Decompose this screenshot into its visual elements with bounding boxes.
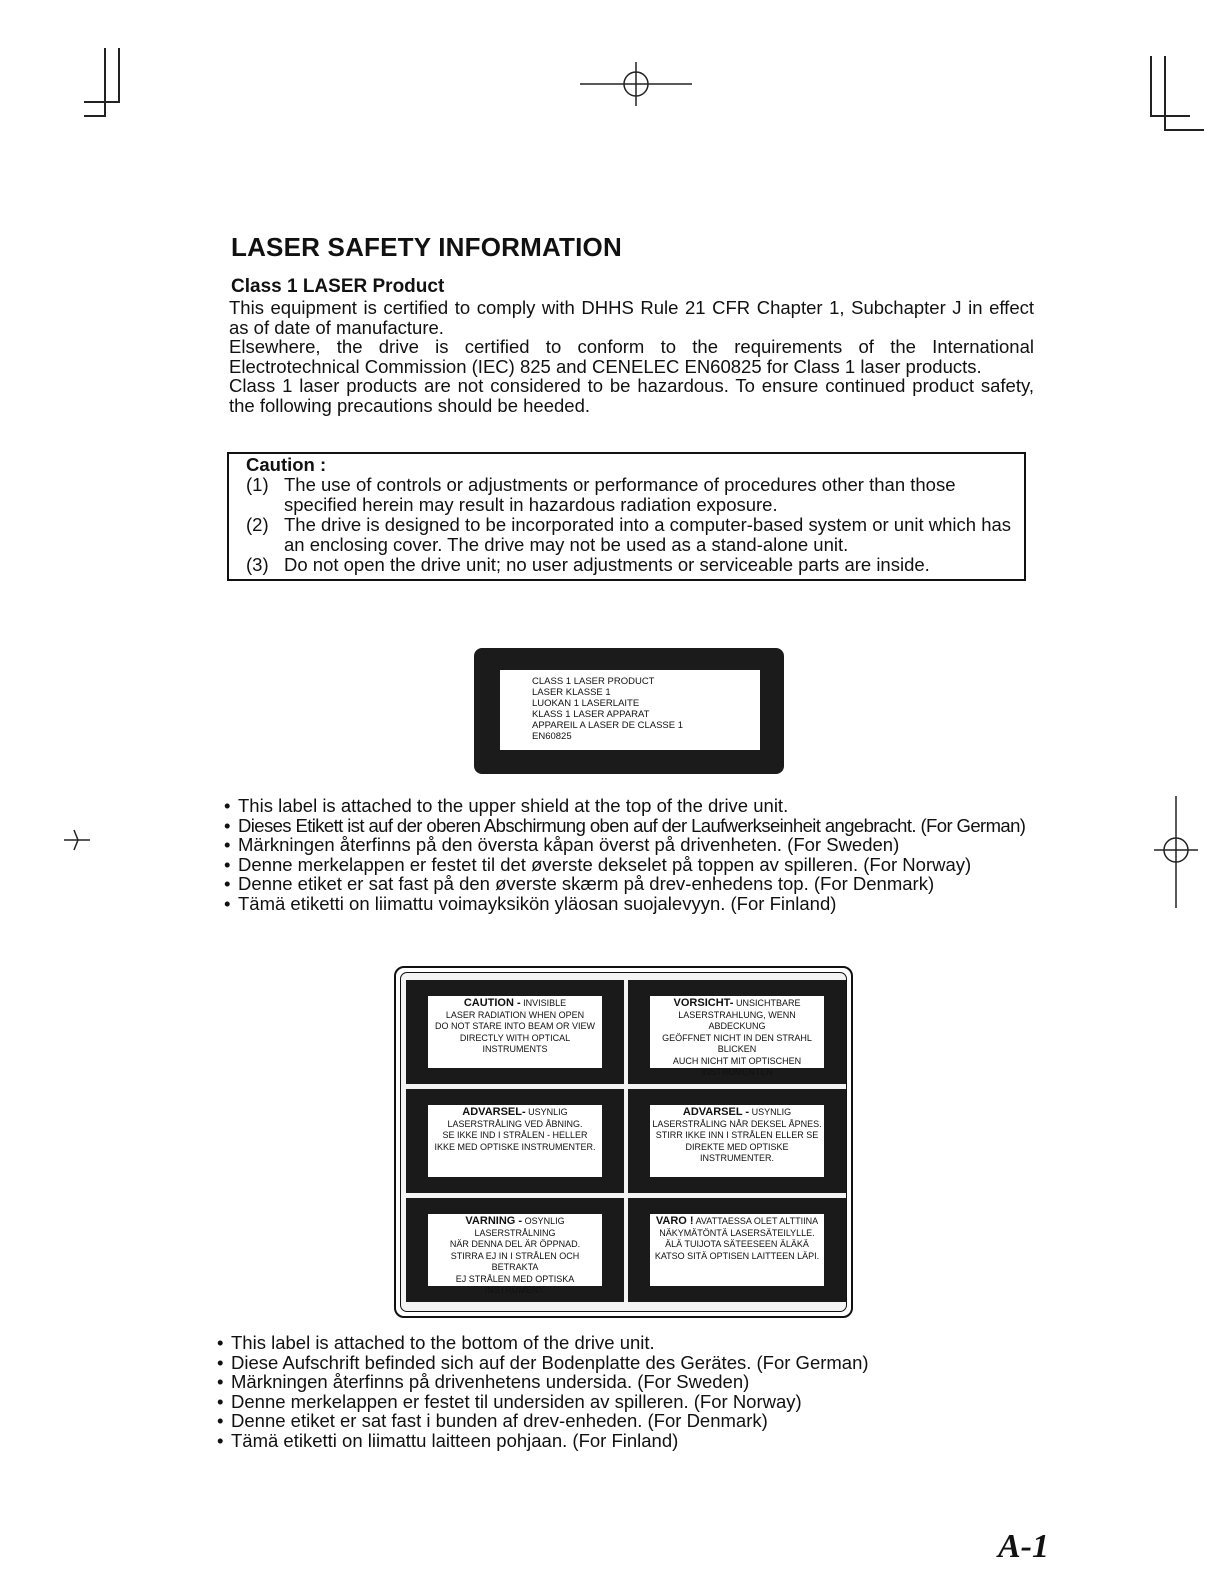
- label-line: KLASS 1 LASER APPARAT: [532, 709, 650, 720]
- warning-line: NÄKYMÄTÖNTÄ LASERSÄTEILYLLE.: [659, 1227, 815, 1238]
- list-item: • Denne merkelappen er festet til undersiden av spilleren. (For Norway): [217, 1392, 1017, 1412]
- warning-line: LASERSTRÅLING NÅR DEKSEL ÅPNES.: [652, 1118, 822, 1129]
- warning-line: DO NOT STARE INTO BEAM OR VIEW: [434, 1021, 596, 1031]
- warning-head: CAUTION -: [463, 997, 521, 1009]
- warning-line: KATSO SITÄ OPTISEN LAITTEEN LÄPI.: [654, 1250, 820, 1261]
- warning-head: VARO !: [655, 1215, 694, 1227]
- label-line: CLASS 1 LASER PRODUCT: [532, 676, 655, 687]
- warning-line: USYNLIG: [751, 1107, 792, 1117]
- warning-line: UNSICHTBARE: [735, 998, 801, 1008]
- warning-line: LASERSTRAHLUNG, WENN ABDECKUNG: [678, 1009, 796, 1031]
- warning-line: AVATTAESSA OLET ALTTIINA: [695, 1216, 819, 1226]
- caution-item-text: Do not open the drive unit; no user adjustments or serviceable parts are inside.: [284, 554, 930, 575]
- warning-cell-german: [628, 980, 846, 1084]
- page-number: A-1: [998, 1528, 1049, 1565]
- warning-line: GEÖFFNET NICHT IN DEN STRAHL BLICKEN: [662, 1032, 812, 1054]
- caution-item: [246, 515, 1014, 555]
- registration-mark-left: [62, 826, 92, 854]
- bottom-label-notes: [217, 1333, 1017, 1450]
- warning-cell-finnish: [628, 1198, 846, 1302]
- warning-line: NÄR DENNA DEL ÄR ÖPPNAD.: [449, 1239, 581, 1249]
- top-label-notes: [224, 796, 1024, 913]
- warning-line: STIRR IKKE INN I STRÅLEN ELLER SE: [655, 1130, 819, 1140]
- caution-item: [246, 555, 1014, 575]
- intro-paragraph: Class 1 laser products are not considered to be hazardous. To ensure continued product safety, the following precautions should be heeded.: [229, 375, 1034, 416]
- warning-line: USYNLIG: [528, 1107, 568, 1117]
- intro-paragraph: Elsewhere, the drive is certified to conform to the requirements of the International Electrotechnical Commission (IEC) 825 and CENELEC EN60825 for Class 1 laser products.: [229, 336, 1034, 377]
- warning-line: STIRRA EJ IN I STRÅLEN OCH BETRAKTA: [450, 1250, 580, 1272]
- warning-line: SE IKKE IND I STRÅLEN - HELLER: [442, 1130, 588, 1140]
- intro-paragraph: This equipment is certified to comply with DHHS Rule 21 CFR Chapter 1, Subchapter J in effect as of date of manufacture.: [229, 297, 1034, 338]
- caution-heading: Caution :: [246, 454, 327, 475]
- class1-laser-label: [474, 648, 784, 774]
- registration-mark-top: [580, 62, 692, 106]
- list-item: • Tämä etiketti on liimattu laitteen pohjaan. (For Finland): [217, 1431, 1017, 1451]
- caution-item-text: The use of controls or adjustments or performance of procedures other than those specified herein may result in hazardous radiation exposure.: [284, 474, 956, 515]
- list-item: • Denne merkelappen er festet til det øverste dekselet på toppen av spilleren. (For Norway): [224, 855, 1024, 875]
- label-line: LUOKAN 1 LASERLAITE: [532, 698, 640, 709]
- intro-text: [229, 298, 1034, 415]
- list-item: • Märkningen återfinns på drivenhetens undersida. (For Sweden): [217, 1372, 1017, 1392]
- label-line: LASER KLASSE 1: [532, 687, 611, 698]
- warning-label-plate: [394, 966, 853, 1318]
- label-line: EN60825: [532, 731, 572, 742]
- list-item: • Märkningen återfinns på den översta kåpan överst på drivenheten. (For Sweden): [224, 835, 1024, 855]
- list-item: • Tämä etiketti on liimattu voimayksikön yläosan suojalevyyn. (For Finland): [224, 894, 1024, 914]
- warning-cell-danish: [406, 1089, 624, 1193]
- warning-line: INVISIBLE: [523, 998, 567, 1008]
- warning-line: AUCH NICHT MIT OPTISCHEN INSTRUMENTEN: [672, 1055, 802, 1077]
- warning-line: LASERSTRÅLING VED ÅBNING.: [447, 1118, 583, 1129]
- warning-label-frame: [400, 972, 847, 1312]
- warning-cell-norwegian: [628, 1089, 846, 1193]
- registration-mark-right: [1154, 796, 1198, 908]
- list-item: • Denne etiket er sat fast på den øverste skærm på drev-enhedens top. (For Denmark): [224, 874, 1024, 894]
- warning-head: VORSICHT-: [673, 997, 734, 1009]
- warning-head: ADVARSEL-: [462, 1106, 526, 1118]
- warning-line: DIREKTE MED OPTISKE INSTRUMENTER.: [685, 1141, 789, 1163]
- list-item: • This label is attached to the bottom of the drive unit.: [217, 1333, 1017, 1353]
- caution-box: [227, 452, 1026, 581]
- warning-cell-english: [406, 980, 624, 1084]
- list-item: • Dieses Etikett ist auf der oberen Abschirmung oben auf der Laufwerkseinheit angebracht. (For German): [224, 816, 1024, 836]
- warning-cell-swedish: [406, 1198, 624, 1302]
- section-subtitle: Class 1 LASER Product: [231, 276, 445, 297]
- warning-head: VARNING -: [465, 1215, 523, 1227]
- warning-line: DIRECTLY WITH OPTICAL INSTRUMENTS: [459, 1032, 571, 1054]
- label-line: APPAREIL A LASER DE CLASSE 1: [532, 720, 684, 731]
- warning-line: LASER RADIATION WHEN OPEN: [445, 1009, 585, 1020]
- warning-line: OSYNLIG LASERSTRÅLNING: [474, 1216, 565, 1238]
- list-item: • Denne etiket er sat fast i bunden af drev-enheden. (For Denmark): [217, 1411, 1017, 1431]
- caution-item-number: (1): [246, 474, 269, 495]
- caution-item: [246, 475, 1014, 515]
- warning-line: IKKE MED OPTISKE INSTRUMENTER.: [434, 1141, 596, 1152]
- page-title: LASER SAFETY INFORMATION: [231, 232, 622, 262]
- warning-head: ADVARSEL -: [682, 1106, 750, 1118]
- list-item: • This label is attached to the upper shield at the top of the drive unit.: [224, 796, 1024, 816]
- caution-item-number: (2): [246, 514, 269, 535]
- class1-label-text: [500, 670, 760, 750]
- caution-item-text: The drive is designed to be incorporated into a computer-based system or unit which has an enclosing cover. The drive may not be used as a stand-alone unit.: [284, 514, 1012, 555]
- warning-line: ÄLÄ TUIJOTA SÄTEESEEN ÄLÄKÄ: [665, 1239, 809, 1249]
- caution-item-number: (3): [246, 554, 269, 575]
- warning-line: EJ STRÅLEN MED OPTISKA INSTRUMENT.: [455, 1273, 575, 1295]
- list-item: • Diese Aufschrift befinded sich auf der Bodenplatte des Gerätes. (For German): [217, 1353, 1017, 1373]
